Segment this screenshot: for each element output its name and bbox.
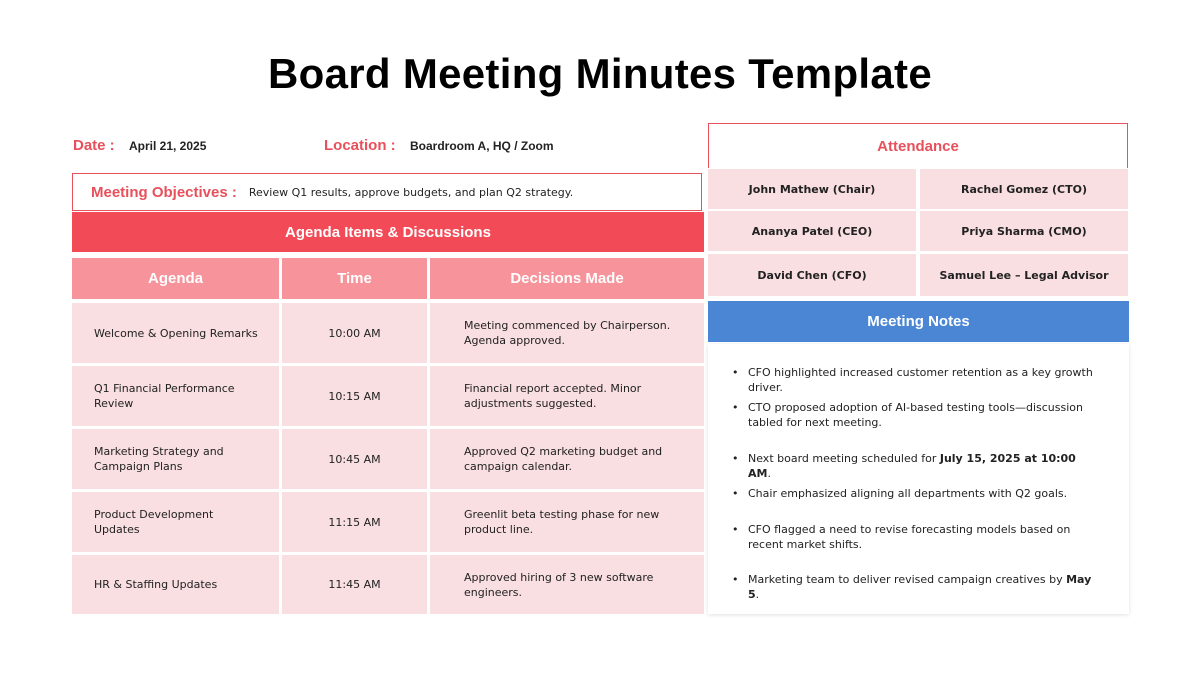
agenda-item: Product Development Updates <box>72 492 279 552</box>
meeting-objectives <box>72 173 702 211</box>
agenda-decision: Approved hiring of 3 new software engineers. <box>430 555 704 614</box>
agenda-item: Q1 Financial Performance Review <box>72 366 279 426</box>
attendee: Samuel Lee – Legal Advisor <box>920 254 1128 296</box>
page-title: Board Meeting Minutes Template <box>268 50 932 97</box>
attendee: John Mathew (Chair) <box>708 169 916 209</box>
agenda-decision: Greenlit beta testing phase for new product line. <box>430 492 704 552</box>
agenda-decision: Meeting commenced by Chairperson. Agenda approved. <box>430 303 704 363</box>
bullet-icon: • <box>732 452 739 465</box>
agenda-item: Marketing Strategy and Campaign Plans <box>72 429 279 489</box>
agenda-time: 10:45 AM <box>282 429 427 489</box>
attendee: Ananya Patel (CEO) <box>708 211 916 251</box>
agenda-header-agenda: Agenda <box>72 258 279 299</box>
agenda-time: 11:15 AM <box>282 492 427 552</box>
note-item: • CTO proposed adoption of AI-based testing tools—discussion tabled for next meeting. <box>732 401 1083 429</box>
meeting-notes-title: Meeting Notes <box>708 301 1129 342</box>
bullet-icon: • <box>732 573 739 586</box>
attendee: Priya Sharma (CMO) <box>920 211 1128 251</box>
agenda-time: 11:45 AM <box>282 555 427 614</box>
agenda-header-decisions: Decisions Made <box>430 258 704 299</box>
attendance-title: Attendance <box>708 123 1128 168</box>
attendee: Rachel Gomez (CTO) <box>920 169 1128 209</box>
note-item: • CFO highlighted increased customer retention as a key growth driver. <box>732 366 1093 394</box>
note-item: • Chair emphasized aligning all departments with Q2 goals. <box>732 487 1068 500</box>
agenda-header-time: Time <box>282 258 427 299</box>
date-label: Date : <box>73 137 115 154</box>
agenda-item: Welcome & Opening Remarks <box>72 303 279 363</box>
bullet-icon: • <box>732 401 739 414</box>
meeting-notes-list <box>708 344 1129 614</box>
note-item: • Marketing team to deliver revised campaign creatives by May 5. <box>732 573 1092 601</box>
agenda-decision: Approved Q2 marketing budget and campaign calendar. <box>430 429 704 489</box>
objectives-label: Meeting Objectives : <box>91 183 237 201</box>
bullet-icon: • <box>732 487 739 500</box>
note-item: • CFO flagged a need to revise forecasting models based on recent market shifts. <box>732 523 1071 551</box>
agenda-item: HR & Staffing Updates <box>72 555 279 614</box>
agenda-time: 10:15 AM <box>282 366 427 426</box>
agenda-decision: Financial report accepted. Minor adjustments suggested. <box>430 366 704 426</box>
bullet-icon: • <box>732 366 739 379</box>
date-value: April 21, 2025 <box>129 139 207 153</box>
location-value: Boardroom A, HQ / Zoom <box>410 139 554 153</box>
attendee: David Chen (CFO) <box>708 254 916 296</box>
objectives-value: Review Q1 results, approve budgets, and plan Q2 strategy. <box>248 185 574 199</box>
note-item: • Next board meeting scheduled for July 15, 2025 at 10:00 AM. <box>732 452 1076 480</box>
location-label: Location : <box>324 137 396 154</box>
agenda-banner: Agenda Items & Discussions <box>72 212 704 252</box>
agenda-time: 10:00 AM <box>282 303 427 363</box>
bullet-icon: • <box>732 523 739 536</box>
